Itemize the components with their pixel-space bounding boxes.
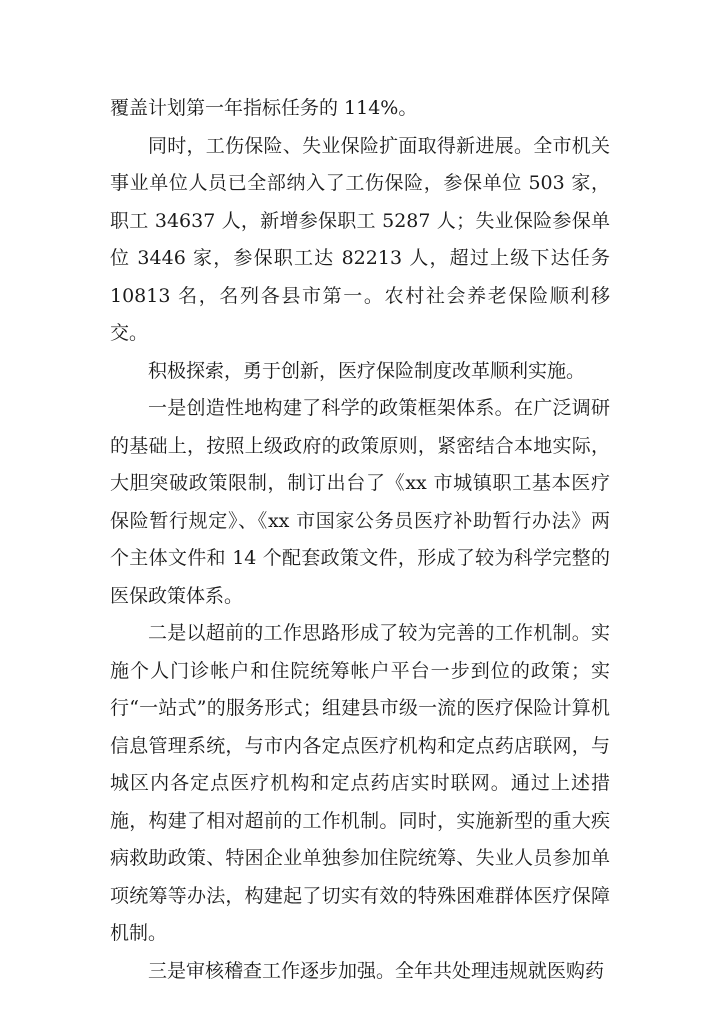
paragraph-work-mechanism: 二是以超前的工作思路形成了较为完善的工作机制。实施个人门诊帐户和住院统筹帐户平台一步到位的政策；实行“一站式”的服务形式；组建县市级一流的医疗保险计算机信息管理系统，与市内各定点医疗机构和定点药店联网，与城区内各定点医疗机构和定点药店实时联网。通过上述措施，构建了相对超前的工作机制。同时，实施新型的重大疾病救助政策、特困企业单独参加住院统筹、失业人员参加单项统筹等办法，构建起了切实有效的特殊困难群体医疗保障机制。	[110, 622, 610, 944]
paragraph-continuation: 覆盖计划第一年指标任务的 114%。	[110, 97, 418, 119]
paragraph-insurance-expansion: 同时，工伤保险、失业保险扩面取得新进展。全市机关事业单位人员已全部纳入了工伤保险，参保单位 503 家，职工 34637 人，新增参保职工 5287 人；失业保险参保单位 3446 家，参保职工达 82213 人，超过上级下达任务 10813 名，名列各县市第一。农村社会养老保险顺利移交。	[110, 134, 610, 344]
paragraph-medical-reform-heading: 积极探索，勇于创新，医疗保险制度改革顺利实施。	[148, 359, 586, 382]
document-body	[110, 90, 610, 990]
paragraph-policy-framework: 一是创造性地构建了科学的政策框架体系。在广泛调研的基础上，按照上级政府的政策原则，紧密结合本地实际，大胆突破政策限制，制订出台了《xx 市城镇职工基本医疗保险暂行规定》、《xx 市国家公务员医疗补助暂行办法》两个主体文件和 14 个配套政策文件，形成了较为科学完整的医保政策体系。	[110, 397, 610, 607]
paragraph-audit-inspection: 三是审核稽查工作逐步加强。全年共处理违规就医购药	[148, 959, 605, 982]
